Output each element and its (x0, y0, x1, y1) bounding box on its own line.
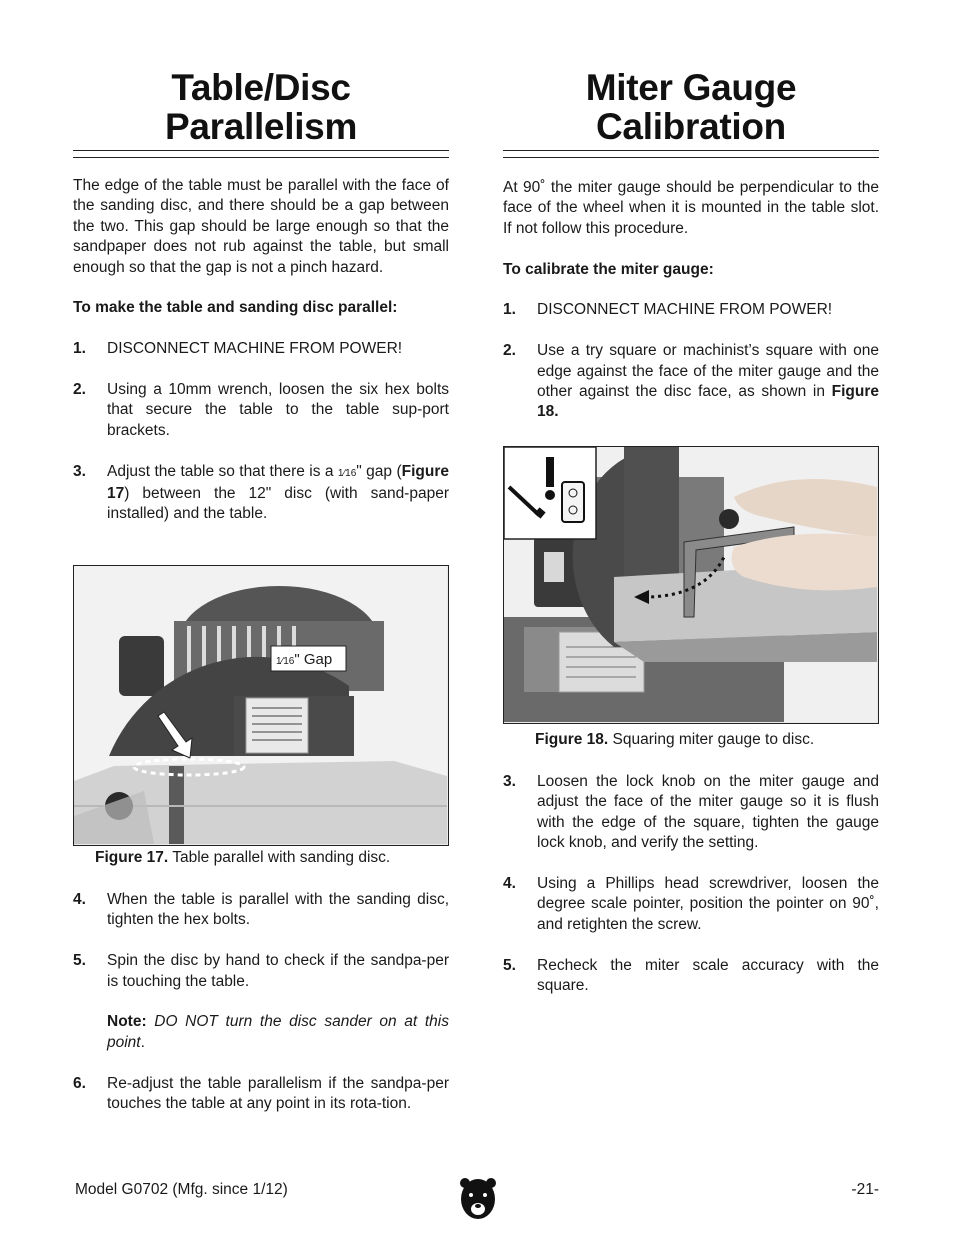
procedure-heading: To calibrate the miter gauge: (503, 260, 714, 278)
step-6: 6. Re-adjust the table parallelism if the sandpa-per touches the table at any point in its rota-tion. (73, 1074, 449, 1113)
step-3: 3. Loosen the lock knob on the miter gauge and adjust the face of the miter gauge so it is flush with the edge of the square, tighten the gauge lock knob, and verify the setting. (503, 773, 879, 852)
step-2: 2. Use a try square or machinist’s square with one edge against the face of the miter gauge and the other against the disc face, as shown in Figure 18. (503, 342, 879, 421)
title-rule (503, 150, 879, 158)
step-4: 4. When the table is parallel with the sanding disc, tighten the hex bolts. (73, 891, 449, 929)
figure-17-photo (73, 565, 449, 846)
left-body-lower (73, 890, 449, 1135)
note-label: Note: (107, 1013, 147, 1031)
intro-paragraph: The edge of the table must be parallel with the face of the sanding disc, and there should be a gap between the two. This gap should be large enough so that the sandpaper does not rub against the table, but small enough so that the gap is not a pinch hazard. (73, 177, 449, 276)
miter-gauge-squaring-illustration (504, 447, 877, 722)
section-title-table-disc: Table/Disc Parallelism (164, 67, 358, 147)
gap-callout-fraction: 1⁄16 (276, 656, 295, 667)
gap-callout-label: " Gap (294, 651, 333, 668)
right-body-upper (503, 178, 879, 443)
procedure-heading: To make the table and sanding disc parallel: (73, 299, 398, 317)
sander-side-view-illustration (74, 566, 447, 844)
bear-logo-icon (458, 1175, 498, 1223)
section-title-miter-gauge: Miter Gauge Calibration (585, 67, 797, 147)
step-3: 3. Adjust the table so that there is a 1⁄16" gap (Figure 17) between the 12" disc (with sand-paper installed) and the table. (73, 462, 449, 523)
step-1: 1. DISCONNECT MACHINE FROM POWER! (503, 301, 833, 319)
figure-18-caption: Figure 18. Squaring miter gauge to disc. (535, 731, 815, 748)
left-body-upper (73, 176, 449, 545)
intro-paragraph: At 90˚ the miter gauge should be perpendicular to the face of the wheel when it is mounted in the table slot. If not follow this procedure. (503, 179, 879, 237)
title-rule (73, 150, 449, 158)
page-number: -21- (851, 1181, 879, 1198)
note-text: DO NOT turn the disc sander on at this point (107, 1013, 449, 1051)
step-4: 4. Using a Phillips head screwdriver, loosen the degree scale pointer, position the pointer on 90˚, and retighten the screw. (503, 875, 879, 933)
figure-17-caption: Figure 17. Table parallel with sanding disc. (95, 849, 391, 866)
figure-18-photo (503, 446, 879, 724)
right-body-lower (503, 772, 879, 1017)
step-5: 5. Spin the disc by hand to check if the sandpa-per is touching the table. Note: DO NOT turn the disc sander on at this point. (73, 952, 449, 1051)
step-2: 2. Using a 10mm wrench, loosen the six hex bolts that secure the table to the table sup-port brackets. (73, 381, 449, 439)
footer-model: Model G0702 (Mfg. since 1/12) (75, 1181, 288, 1198)
step-1: 1. DISCONNECT MACHINE FROM POWER! (73, 340, 403, 358)
step-5: 5. Recheck the miter scale accuracy with the square. (503, 956, 879, 995)
